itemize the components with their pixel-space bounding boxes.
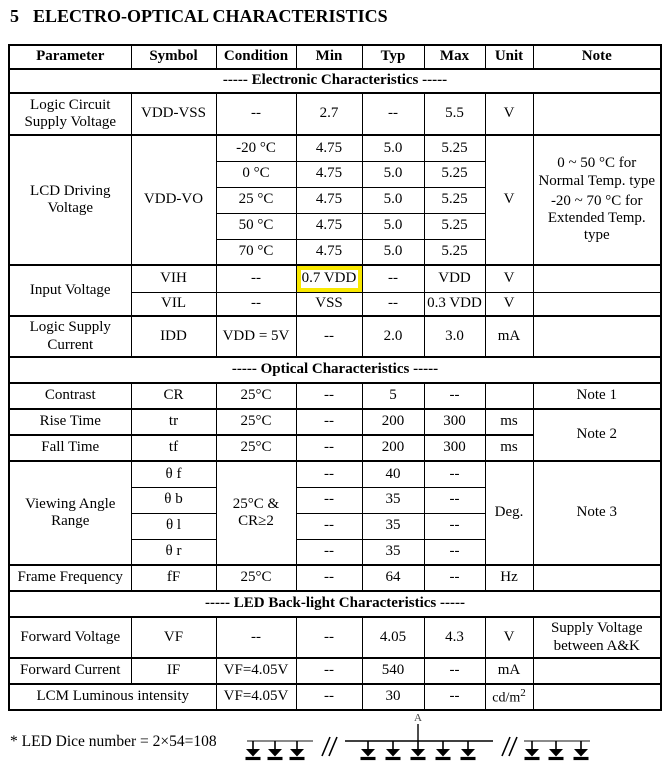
max-cell: -- [424,658,485,684]
symbol-idd: IDD [131,316,216,357]
symbol-theta-r: θ r [131,539,216,565]
max-cell: 0.3 VDD [424,292,485,316]
unit-cell: V [485,93,533,135]
typ-cell: 64 [362,565,424,591]
note-cell: Note 3 [533,461,661,565]
break-symbol [502,737,517,756]
typ-cell: 30 [362,684,424,710]
unit-cell: mA [485,316,533,357]
min-cell: -- [296,513,362,539]
symbol-ff: fF [131,565,216,591]
max-cell: 3.0 [424,316,485,357]
typ-cell: 5 [362,383,424,409]
symbol-vil: VIL [131,292,216,316]
col-header-min: Min [296,45,362,69]
row-viewing-angle-f [9,461,661,487]
condition-cell: 0 °C [216,161,296,187]
symbol-vdd-vo: VDD-VO [131,135,216,265]
min-cell: -- [296,565,362,591]
symbol-vih: VIH [131,265,216,292]
section-title-text: ELECTRO-OPTICAL CHARACTERISTICS [33,6,388,26]
row-logic-supply-voltage [9,93,661,135]
section-backlight-label: ----- LED Back-light Characteristics ----- [9,591,661,617]
condition-cell: 50 °C [216,213,296,239]
condition-cell: 25°C & CR≥2 [216,461,296,565]
unit-cell [485,684,533,710]
condition-cell: VF=4.05V [216,684,296,710]
row-rise-time [9,409,661,435]
note-cell [533,292,661,316]
min-cell: VSS [296,292,362,316]
typ-cell: 5.0 [362,187,424,213]
max-cell: 4.3 [424,617,485,658]
condition-cell: 25°C [216,409,296,435]
note-cell [533,316,661,357]
param-forward-current: Forward Current [9,658,131,684]
min-cell: -- [296,617,362,658]
typ-cell: 5.0 [362,161,424,187]
typ-cell: 35 [362,539,424,565]
typ-cell: 2.0 [362,316,424,357]
note-cell [533,565,661,591]
min-cell: 4.75 [296,187,362,213]
unit-base: cd/m [492,690,521,706]
note-cell [533,265,661,292]
condition-cell: VF=4.05V [216,658,296,684]
min-cell-highlighted: 0.7 VDD [296,265,362,292]
unit-cell [485,383,533,409]
row-contrast [9,383,661,409]
param-frame-frequency: Frame Frequency [9,565,131,591]
param-logic-supply-current: Logic Supply Current [9,316,131,357]
param-logic-supply-voltage: Logic Circuit Supply Voltage [9,93,131,135]
min-cell: -- [296,409,362,435]
unit-cell: ms [485,435,533,461]
typ-cell: 5.0 [362,213,424,239]
typ-cell: -- [362,265,424,292]
max-cell: 5.25 [424,161,485,187]
max-cell: 5.25 [424,213,485,239]
condition-cell: 25°C [216,435,296,461]
section-number: 5 [10,6,19,26]
unit-cell: ms [485,409,533,435]
row-lcd-driving-voltage-t0 [9,135,661,161]
max-cell: 5.25 [424,239,485,265]
symbol-theta-f: θ f [131,461,216,487]
typ-cell: 40 [362,461,424,487]
max-cell: -- [424,487,485,513]
unit-cell: V [485,265,533,292]
condition-cell: -- [216,265,296,292]
param-forward-voltage: Forward Voltage [9,617,131,658]
typ-cell: 540 [362,658,424,684]
note-cell [533,93,661,135]
min-cell: 4.75 [296,239,362,265]
min-cell: -- [296,383,362,409]
col-header-typ: Typ [362,45,424,69]
condition-cell: -20 °C [216,135,296,161]
min-cell: -- [296,658,362,684]
characteristics-table [8,44,662,711]
row-lcm-luminous-intensity [9,684,661,710]
max-cell: VDD [424,265,485,292]
row-frame-frequency [9,565,661,591]
condition-cell: 25°C [216,383,296,409]
typ-cell: 200 [362,435,424,461]
row-forward-voltage [9,617,661,658]
unit-cell: Hz [485,565,533,591]
unit-superscript: 2 [520,687,526,700]
typ-cell: 200 [362,409,424,435]
typ-cell: 35 [362,487,424,513]
unit-cell: Deg. [485,461,533,565]
param-lcd-driving-voltage: LCD Driving Voltage [9,135,131,265]
note-normal-temp: 0 ~ 50 °C for Normal Temp. type [538,155,656,189]
note-cell: Note 2 [533,409,661,461]
col-header-max: Max [424,45,485,69]
max-cell: 300 [424,409,485,435]
typ-cell: -- [362,292,424,316]
max-cell: -- [424,539,485,565]
break-symbol [322,737,337,756]
symbol-tr: tr [131,409,216,435]
section-backlight [9,591,661,617]
max-cell: -- [424,513,485,539]
unit-cell: mA [485,658,533,684]
condition-cell: VDD = 5V [216,316,296,357]
symbol-tf: tf [131,435,216,461]
col-header-note: Note [533,45,661,69]
col-header-unit: Unit [485,45,533,69]
param-input-voltage: Input Voltage [9,265,131,316]
condition-cell: 70 °C [216,239,296,265]
min-cell: -- [296,684,362,710]
note-temp-range [533,135,661,265]
min-cell: 4.75 [296,213,362,239]
condition-cell: -- [216,292,296,316]
typ-cell: 5.0 [362,239,424,265]
led-backlight-schematic [240,710,600,764]
typ-cell: 35 [362,513,424,539]
max-cell: 5.5 [424,93,485,135]
max-cell: -- [424,383,485,409]
note-extended-temp: -20 ~ 70 °C for Extended Temp. type [547,192,646,244]
param-contrast: Contrast [9,383,131,409]
typ-cell: 5.0 [362,135,424,161]
min-cell: 4.75 [296,161,362,187]
note-cell: Note 1 [533,383,661,409]
note-cell: Supply Voltage between A&K [533,617,661,658]
max-cell: 300 [424,435,485,461]
min-cell: -- [296,316,362,357]
note-cell [533,684,661,710]
row-input-voltage-vih [9,265,661,292]
unit-cell: V [485,292,533,316]
section-optical [9,357,661,383]
symbol-theta-b: θ b [131,487,216,513]
min-cell: -- [296,435,362,461]
unit-cell: V [485,135,533,265]
col-header-parameter: Parameter [9,45,131,69]
condition-cell: 25°C [216,565,296,591]
min-cell: 4.75 [296,135,362,161]
typ-cell: -- [362,93,424,135]
param-viewing-angle: Viewing Angle Range [9,461,131,565]
min-cell: 2.7 [296,93,362,135]
symbol-theta-l: θ l [131,513,216,539]
section-electronic-label: ----- Electronic Characteristics ----- [9,69,661,93]
section-optical-label: ----- Optical Characteristics ----- [9,357,661,383]
note-cell [533,658,661,684]
param-lcm-luminous-intensity: LCM Luminous intensity [9,684,216,710]
max-cell: 5.25 [424,187,485,213]
max-cell: 5.25 [424,135,485,161]
col-header-condition: Condition [216,45,296,69]
param-rise-time: Rise Time [9,409,131,435]
section-electronic [9,69,661,93]
table-header-row [9,45,661,69]
max-cell: -- [424,565,485,591]
min-cell: -- [296,461,362,487]
min-cell: -- [296,487,362,513]
symbol-if: IF [131,658,216,684]
symbol-vdd-vss: VDD-VSS [131,93,216,135]
led-dice-note: * LED Dice number = 2×54=108 [10,733,217,750]
condition-cell: -- [216,93,296,135]
unit-cell: V [485,617,533,658]
condition-cell: -- [216,617,296,658]
page-title [10,6,388,27]
row-forward-current [9,658,661,684]
symbol-cr: CR [131,383,216,409]
min-cell: -- [296,539,362,565]
anode-label: A [414,712,422,724]
typ-cell: 4.05 [362,617,424,658]
param-fall-time: Fall Time [9,435,131,461]
max-cell: -- [424,461,485,487]
row-logic-supply-current [9,316,661,357]
condition-cell: 25 °C [216,187,296,213]
max-cell: -- [424,684,485,710]
symbol-vf: VF [131,617,216,658]
col-header-symbol: Symbol [131,45,216,69]
